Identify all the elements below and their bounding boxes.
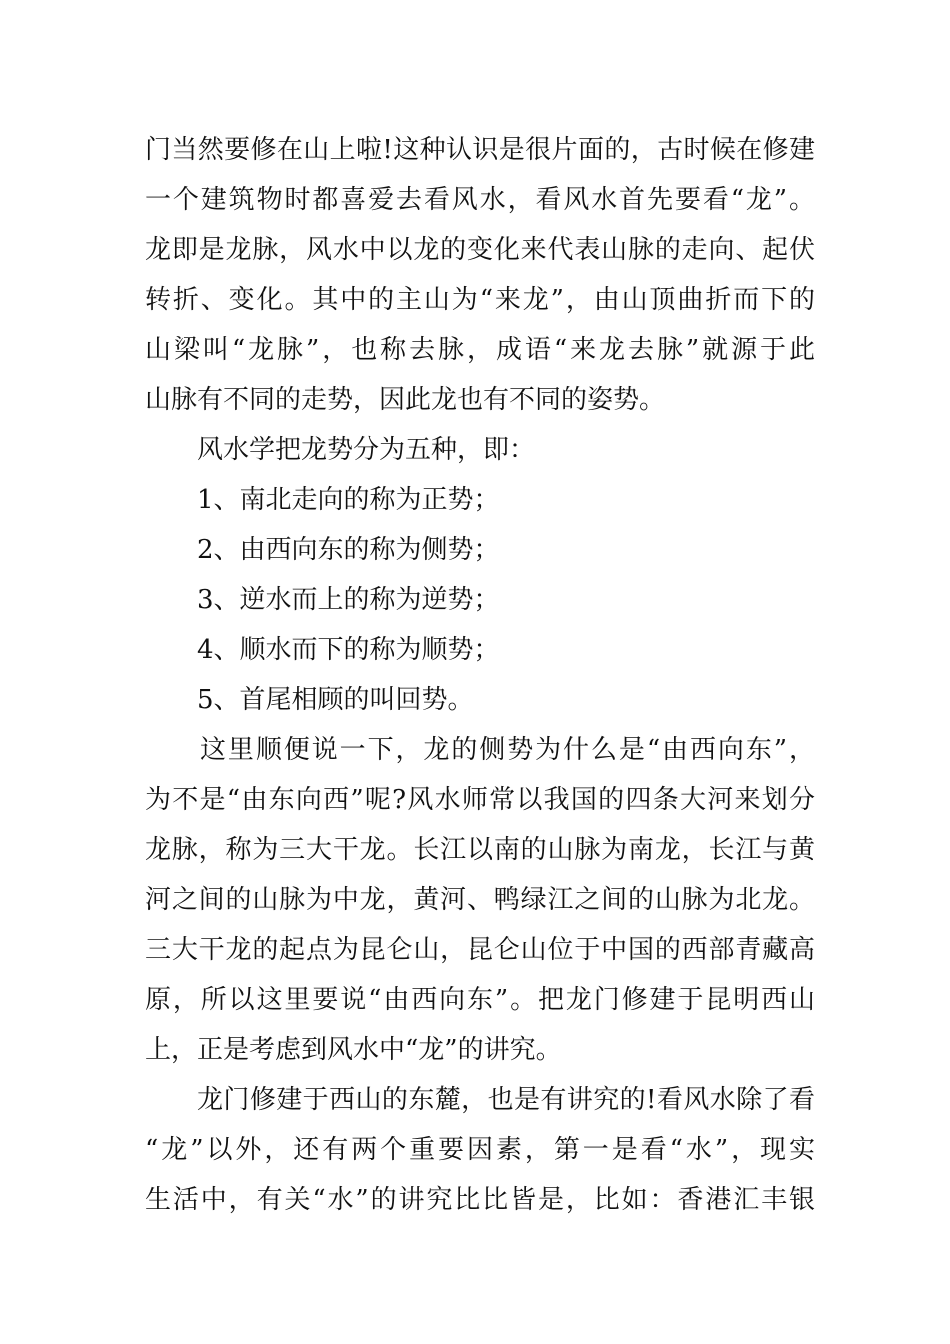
list-item: 3、逆水而上的称为逆势； <box>197 585 500 615</box>
text-line: 上，正是考虑到风水中“龙”的讲究。 <box>145 1035 562 1065</box>
text-line: 转折、变化。其中的主山为“来龙”，由山顶曲折而下的 <box>145 285 815 315</box>
text-line: 门当然要修在山上啦!这种认识是很片面的，古时候在修建 <box>145 135 815 165</box>
text-line: 龙即是龙脉，风水中以龙的变化来代表山脉的走向、起伏 <box>145 235 815 265</box>
text-line: 这里顺便说一下，龙的侧势为什么是“由西向东”， <box>200 735 815 765</box>
list-item: 1、南北走向的称为正势； <box>197 485 500 515</box>
list-intro: 风水学把龙势分为五种，即： <box>197 435 536 465</box>
text-line: 山梁叫“龙脉”，也称去脉，成语“来龙去脉”就源于此 <box>145 335 815 365</box>
list-item: 5、首尾相顾的叫回势。 <box>197 685 474 715</box>
text-line: 生活中，有关“水”的讲究比比皆是，比如：香港汇丰银 <box>145 1185 815 1215</box>
text-line: 原，所以这里要说“由西向东”。把龙门修建于昆明西山 <box>145 985 815 1015</box>
text-line: “龙”以外，还有两个重要因素，第一是看“水”，现实 <box>145 1135 815 1165</box>
text-line: 龙门修建于西山的东麓，也是有讲究的!看风水除了看 <box>197 1085 815 1115</box>
text-line: 三大干龙的起点为昆仑山，昆仑山位于中国的西部青藏高 <box>145 935 815 965</box>
list-item: 4、顺水而下的称为顺势； <box>197 635 500 665</box>
text-line: 一个建筑物时都喜爱去看风水，看风水首先要看“龙”。 <box>145 185 815 215</box>
list-item: 2、由西向东的称为侧势； <box>197 535 500 565</box>
text-line: 龙脉，称为三大干龙。长江以南的山脉为南龙，长江与黄 <box>145 835 815 865</box>
text-line: 为不是“由东向西”呢?风水师常以我国的四条大河来划分 <box>145 785 815 815</box>
text-line: 河之间的山脉为中龙，黄河、鸭绿江之间的山脉为北龙。 <box>145 885 815 915</box>
text-line: 山脉有不同的走势，因此龙也有不同的姿势。 <box>145 385 666 415</box>
